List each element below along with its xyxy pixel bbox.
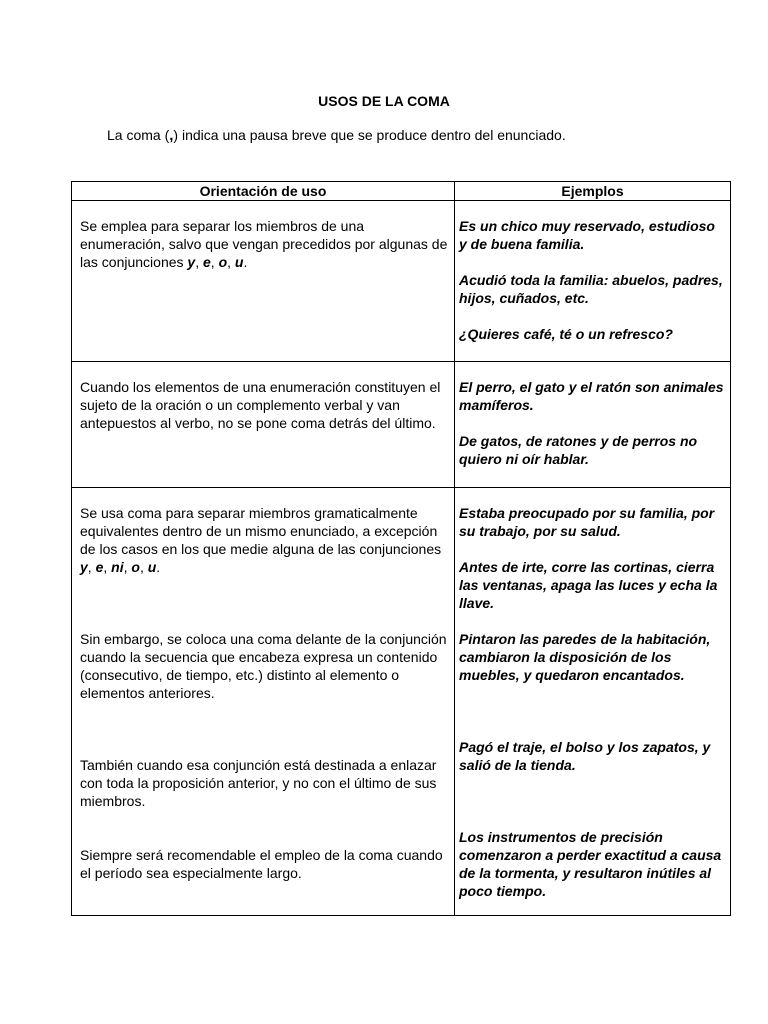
header-examples: Ejemplos <box>455 182 731 201</box>
conjunction: y <box>80 559 88 575</box>
intro-text-after: ) indica una pausa breve que se produce dentro del enunciado. <box>173 127 566 143</box>
orientation-text: Cuando los elementos de una enumeración constituyen el sujeto de la oración o un complemento verbal y van antepuestos al verbo, no se pone coma detrás del último. <box>80 379 441 431</box>
examples-cell <box>455 362 731 488</box>
conjunction: o <box>131 559 140 575</box>
table-row <box>72 488 731 916</box>
table-row <box>72 201 731 362</box>
header-orientation: Orientación de uso <box>72 182 455 201</box>
conjunction: o <box>218 254 228 270</box>
document-title: USOS DE LA COMA <box>318 93 450 109</box>
table-header-row <box>72 182 731 201</box>
orientation-text: Sin embargo, se coloca una coma delante de la conjunción cuando la secuencia que encabeza expresa un contenido (consecutivo, de tiempo, etc.) distinto al elemento o elementos anteriores. <box>80 631 447 701</box>
example-text: ¿Quieres café, té o un refresco? <box>459 326 673 342</box>
conjunction: e <box>95 559 104 575</box>
example-text: De gatos, de ratones y de perros no quiero ni oír hablar. <box>459 433 698 467</box>
orientation-text: Se emplea para separar los miembros de una enumeración, salvo que vengan precedidos por algunas de las conjunciones y, e, o, u. <box>80 218 448 270</box>
examples-cell <box>455 488 731 916</box>
conjunction: ni <box>111 559 124 575</box>
example-text: Los instrumentos de precisión comenzaron a perder exactitud a causa de la tormenta, y resultaron inútiles al poco tiempo. <box>459 829 722 899</box>
example-text: Estaba preocupado por su familia, por su trabajo, por su salud. <box>459 505 715 539</box>
conjunction: e <box>202 254 211 270</box>
example-text: Pagó el traje, el bolso y los zapatos, y salió de la tienda. <box>459 739 711 773</box>
orientation-body: Se emplea para separar los miembros de una enumeración, salvo que vengan precedidos por algunas de las conjunciones <box>80 218 448 270</box>
intro-paragraph <box>107 126 566 145</box>
conjunction: u <box>234 254 244 270</box>
example-text: Es un chico muy reservado, estudioso y de buena familia. <box>459 218 715 252</box>
orientation-cell <box>72 201 455 362</box>
orientation-body: Se usa coma para separar miembros gramaticalmente equivalentes dentro de un mismo enunciado, a excepción de los casos en los que medie alguna de las conjunciones <box>80 505 442 557</box>
comma-mark: , <box>169 127 174 144</box>
conjunction: y <box>187 254 196 270</box>
orientation-cell <box>72 362 455 488</box>
example-text: Antes de irte, corre las cortinas, cierra las ventanas, apaga las luces y echa la llave. <box>459 559 718 611</box>
comma-usage-table <box>71 181 731 916</box>
orientation-text: Se usa coma para separar miembros gramaticalmente equivalentes dentro de un mismo enunciado, a excepción de los casos en los que medie alguna de las conjunciones y, e, ni, o, u. <box>80 505 442 575</box>
orientation-text: Siempre será recomendable el empleo de la coma cuando el período sea especialmente largo. <box>80 847 443 881</box>
orientation-cell <box>72 488 455 916</box>
example-text: El perro, el gato y el ratón son animales mamíferos. <box>459 379 724 413</box>
conjunction: u <box>147 559 157 575</box>
example-text: Pintaron las paredes de la habitación, cambiaron la disposición de los muebles, y quedaron encantados. <box>459 631 711 683</box>
intro-text-before: La coma ( <box>107 127 170 143</box>
table-row <box>72 362 731 488</box>
examples-cell <box>455 201 731 362</box>
orientation-text: También cuando esa conjunción está destinada a enlazar con toda la proposición anterior, y no con el último de sus miembros. <box>80 757 437 809</box>
example-text: Acudió toda la familia: abuelos, padres, hijos, cuñados, etc. <box>459 272 723 306</box>
